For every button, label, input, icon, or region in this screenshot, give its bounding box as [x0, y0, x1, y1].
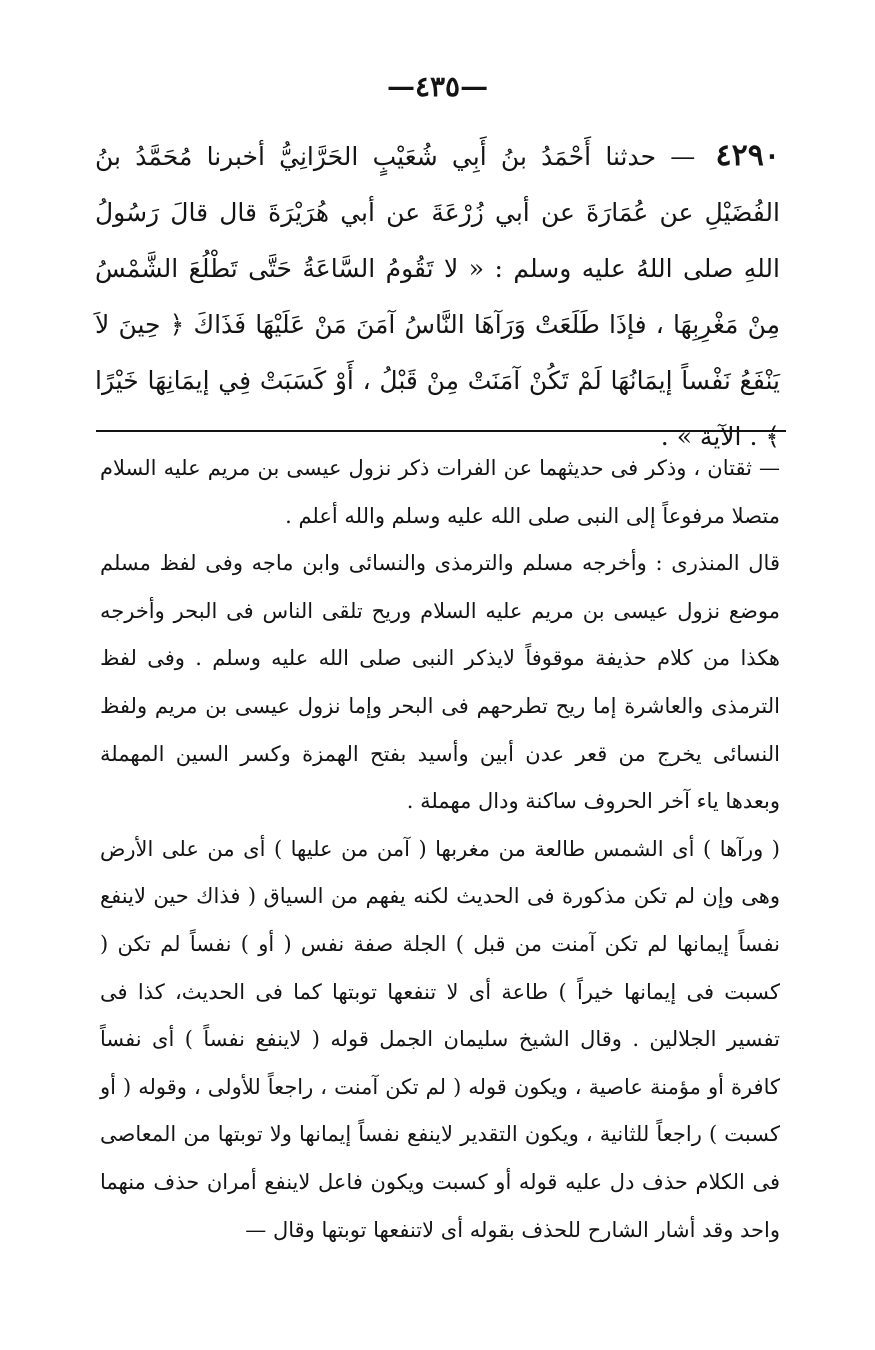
commentary-block — [100, 445, 780, 1254]
footnote-divider — [96, 430, 786, 432]
commentary-paragraph: ( ورآها ) أى الشمس طالعة من مغربها ( آمن من عليها ) أى من على الأرض وهى وإن لم تكن مذكورة فى الحديث لكنه يفهم من السياق ( فذاك حين لاينفع نفساً إيمانها لم تكن آمنت من قبل ) الجلة صفة نفس ( أو ) نفساً لم تكن ( كسبت فى إيمانها خيراً ) طاعة أى لا تنفعها توبتها كما فى الحديث، كذا فى تفسير الجلالين . وقال الشيخ سليمان الجمل قوله ( لاينفع نفساً ) أى نفساً كافرة أو مؤمنة عاصية ، ويكون قوله ( لم تكن آمنت ، راجعاً للأولى ، وقوله ( أو كسبت ) راجعاً للثانية ، ويكون التقدير لاينفع نفساً إيمانها ولا توبتها من المعاصى فى الكلام حذف دل عليه قوله أو كسبت ويكون فاعل لاينفع أمران حذف منهما واحد وقد أشار الشارح للحذف بقوله أى لاتنفعها توبتها وقال — — [100, 836, 780, 1242]
hadith-body: — حدثنا أَحْمَدُ بنُ أَبِي شُعَيْبٍ الحَرَّانِيُّ أخبرنا مُحَمَّدُ بنُ الفُضَيْلِ عن عُمَارَةَ عن أبي زُرْعَةَ عن أبي هُرَيْرَةَ قال قالَ رَسُولُ اللهِ صلى اللهُ عليه وسلم : « لا تَقُومُ السَّاعَةُ حَتَّى تَطْلُعَ الشَّمْسُ مِنْ مَغْرِبِهَا ، فإذَا طَلَعَتْ وَرَآهَا النَّاسُ آمَنَ مَنْ عَلَيْهَا فَذَاكَ ﴿ حِينَ لاَ يَنْفَعُ نَفْساً إيمَانُهَا لَمْ تَكُنْ آمَنَتْ مِنْ قَبْلُ ، أَوْ كَسَبَتْ فِي إيمَانِهَا خَيْرًا ﴾ . الآية » . — [95, 142, 780, 451]
hadith-number: ٤٢٩٠ — [715, 138, 780, 173]
commentary-paragraph: — ثقتان ، وذكر فى حديثهما عن الفرات ذكر نزول عيسى بن مريم عليه السلام متصلا مرفوعاً إلى النبى صلى الله عليه وسلم والله أعلم . — [100, 456, 780, 528]
hadith-text-block — [95, 128, 780, 465]
page-number: —٤٣٥— — [386, 70, 489, 103]
commentary-paragraph: قال المنذرى : وأخرجه مسلم والترمذى والنسائى وابن ماجه وفى لفظ مسلم موضع نزول عيسى بن مريم عليه السلام وريح تلقى الناس فى البحر وأخرجه هكذا من كلام حذيفة موقوفاً لايذكر النبى صلى الله عليه وسلم . وفى لفظ الترمذى والعاشرة إما ريح تطرحهم فى البحر وإما نزول عيسى بن مريم ولفظ النسائى يخرج من قعر عدن أبين وأسيد بفتح الهمزة وكسر السين المهملة وبعدها ياء آخر الحروف ساكنة ودال مهملة . — [100, 551, 780, 814]
